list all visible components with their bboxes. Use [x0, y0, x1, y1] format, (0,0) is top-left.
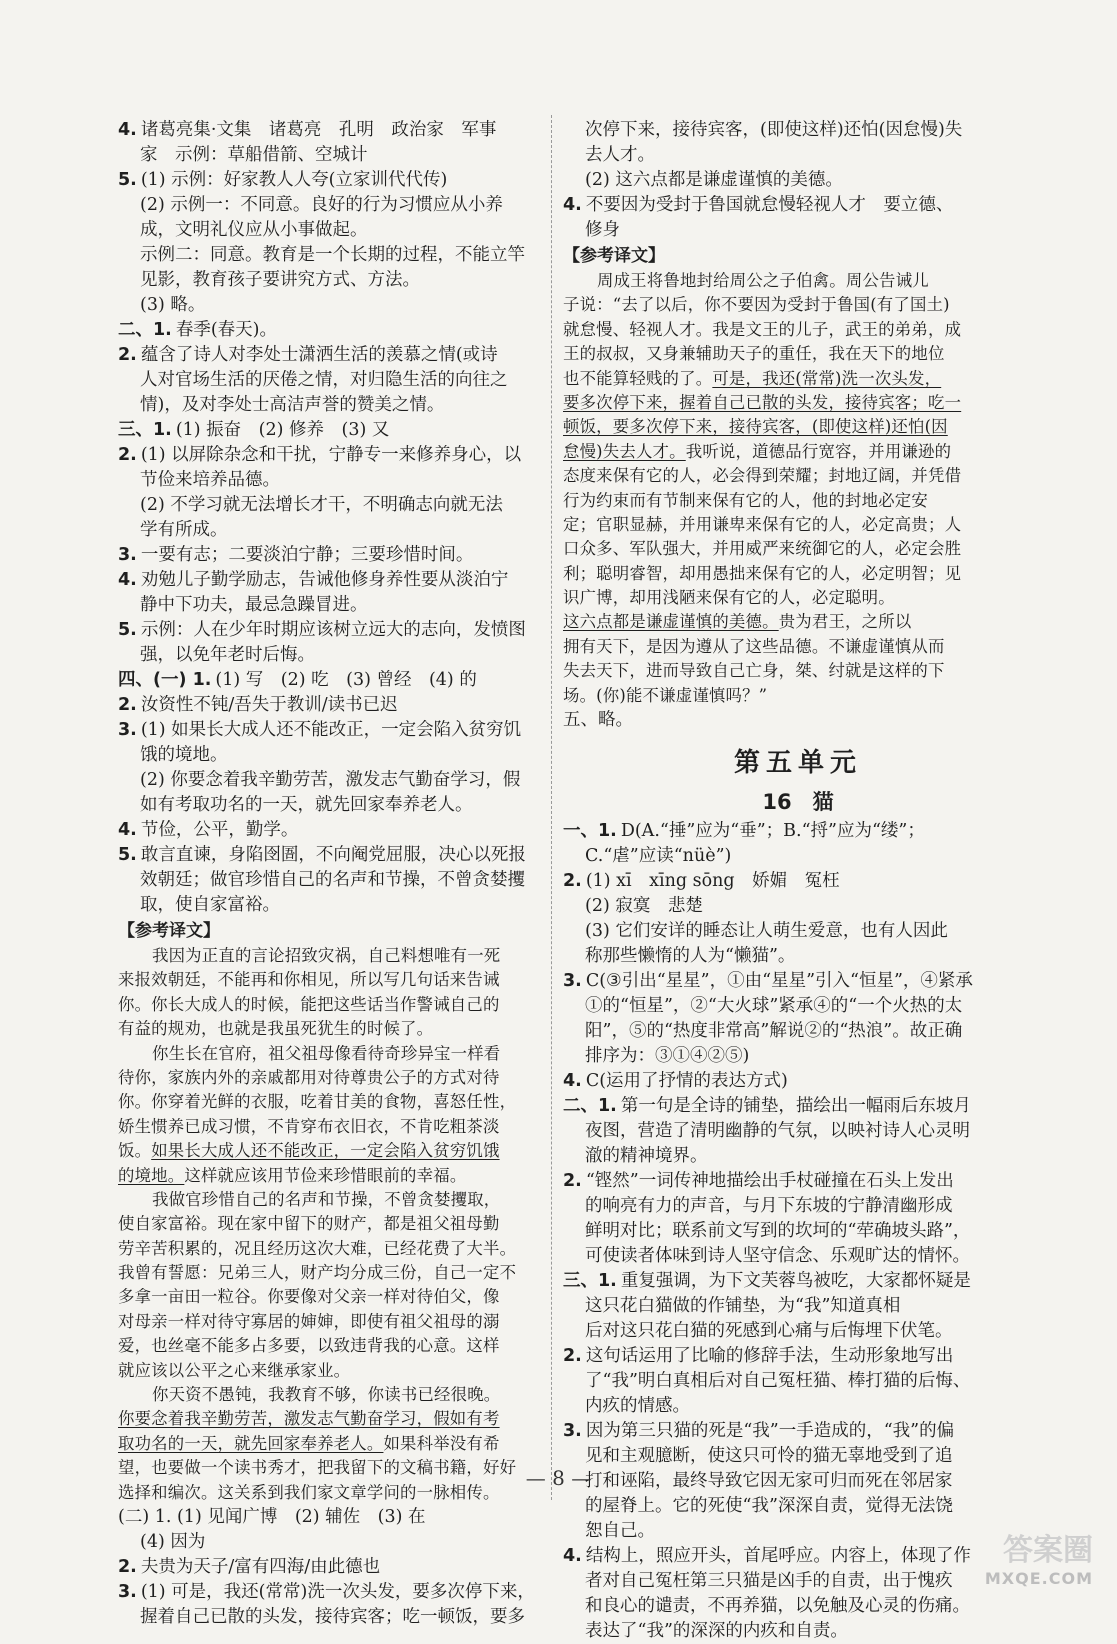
text-line: 2. (1) xī xīng sōng 娇媚 冤枉: [563, 871, 840, 892]
text-line: 王的叔叔，又身兼辅助天子的重任，我在天下的地位: [563, 344, 945, 364]
text-line: 打和诬陷，最终导致它因无家可归而死在邻居家: [585, 1471, 953, 1492]
text-line: 4. 劝勉儿子勤学励志，告诫他修身养性要从淡泊宁: [118, 570, 509, 590]
text-line: (3) 略。: [140, 295, 206, 315]
text-line: 使自家富裕。现在家中留下的财产，都是祖父祖母勤: [118, 1214, 500, 1234]
text-line: 失去天下，进而导致自己亡身，桀、纣就是这样的下: [563, 661, 945, 681]
text-line: 识广博，却用浅陋来保有它的人，必定聪明。: [563, 588, 895, 608]
text-line: 顿饭，要多次停下来，接待宾客，(即使这样)还怕(因: [563, 417, 948, 437]
text-line: C.“虐”应读“nüè”): [585, 846, 732, 867]
right-column: [563, 118, 1033, 1644]
text-line: 3. C(③引出“星星”，①由“星星”引入“恒星”，④紧承: [563, 971, 973, 992]
text-line: 饿的境地。: [140, 745, 228, 765]
text-line: 鲜明对比；联系前文写到的坎坷的“荦确坡头路”，: [585, 1221, 971, 1242]
text-line: 了“我”明白真相后对自己冤枉猫、棒打猫的后悔、: [585, 1371, 971, 1392]
text-line: 3. (1) 可是，我还(常常)洗一次头发，要多次停下来，: [118, 1581, 535, 1602]
text-line: 怠慢)失去人才。我听说，道德品行宽容，并用谦逊的: [563, 441, 952, 461]
text-line: (4) 因为: [140, 1531, 206, 1552]
text-line: (二) 1. (1) 见闻广博 (2) 辅佐 (3) 在: [118, 1506, 426, 1527]
text-line: 周成王将鲁地封给周公之子伯禽。周公告诫儿: [597, 271, 929, 290]
text-line: 口众多、军队强大，并用威严来统御它的人，必定会胜: [563, 539, 962, 559]
text-line: 2. (1) 以屏除杂念和干扰，宁静专一来修养身心，以: [118, 445, 522, 465]
text-line: 去人才。: [585, 145, 655, 165]
text-line: 就怠慢、轻视人才。我是文王的儿子，武王的弟弟，成: [563, 319, 962, 339]
text-line: 3. 一要有志；二要淡泊宁静；三要珍惜时间。: [118, 545, 474, 565]
text-line: 利；聪明睿智，却用愚拙来保有它的人，必定明智；见: [563, 563, 962, 583]
text-line: 拥有天下，是因为遵从了这些品德。不谦虚谨慎从而: [563, 636, 945, 656]
text-line: 阳”，⑤的“热度非常高”解说②的“热浪”。故正确: [585, 1021, 963, 1042]
text-line: (3) 它们安详的睡态让人萌生爱意，也有人因此: [585, 921, 948, 942]
text-line: 3. 因为第三只猫的死是“我”一手造成的，“我”的偏: [563, 1421, 955, 1442]
text-line: 握着自己已散的头发，接待宾客；吃一顿饭，要多: [140, 1606, 525, 1627]
text-line: 二、1. 第一句是全诗的铺垫，描绘出一幅雨后东坡月: [563, 1096, 971, 1117]
text-line: 5. 示例：人在少年时期应该树立远大的志向，发愤图: [118, 620, 526, 640]
right-reference-title: 【参考译文】: [563, 246, 665, 266]
text-line: 称那些懒惰的人为“懒猫”。: [585, 946, 796, 967]
text-line: 示例二：同意。教育是一个长期的过程，不能立竿: [140, 245, 525, 265]
text-line: 一、1. D(A.“捶”应为“垂”；B.“捋”应为“缕”；: [563, 821, 925, 842]
text-line: 可使读者体味到诗人坚守信念、乐观旷达的情怀。: [585, 1246, 970, 1267]
column-divider: [551, 115, 552, 1500]
unit-title: 第五单元: [733, 748, 862, 779]
text-line: 2. “铿然”一词传神地描绘出手杖碰撞在石头上发出: [563, 1171, 954, 1192]
text-line: 的屋脊上。它的死使“我”深深自责，觉得无法饶: [585, 1496, 953, 1517]
left-tail-answers: [118, 1505, 543, 1630]
text-line: 有益的规劝，也就是我虽死犹生的时候了。: [118, 1019, 434, 1039]
text-line: 4. 节俭，公平，勤学。: [118, 820, 299, 840]
text-line: 强，以免年老时后悔。: [140, 645, 315, 665]
text-line: 这只花白猫做的作铺垫，为“我”知道真相: [585, 1296, 901, 1317]
text-line: 4. 不要因为受封于鲁国就怠慢轻视人才 要立德、: [563, 195, 954, 215]
text-line: 来报效朝廷，不能再和你相见，所以写几句话来告诫: [118, 970, 500, 990]
text-line: (2) 示例一：不同意。良好的行为习惯应从小养: [140, 195, 503, 215]
text-line: 者对自己冤枉第三只猫是凶手的自责，出于愧疚: [585, 1571, 953, 1592]
text-line: 多拿一亩田一粒谷。你要像对父亲一样对待伯父，像: [118, 1287, 500, 1307]
text-line: 你。你穿着光鲜的衣服，吃着甘美的食物，喜怒任性，: [118, 1092, 517, 1112]
text-line: 见影，教育孩子要讲究方式、方法。: [140, 270, 420, 290]
text-line: 爱，也丝毫不能多占多要，以致违背我的心意。这样: [118, 1336, 500, 1356]
text-line: 节俭来培养品德。: [140, 470, 280, 490]
text-line: 4. 结构上，照应开头，首尾呼应。内容上，体现了作: [563, 1546, 971, 1567]
text-line: 恕自己。: [585, 1521, 655, 1542]
text-line: 的境地。这样就应该用节俭来珍惜眼前的幸福。: [118, 1165, 467, 1185]
left-answers: [118, 118, 543, 918]
watermark-logo: [985, 1525, 1093, 1588]
text-line: 你要念着我辛勤劳苦，激发志气勤奋学习，假如有考: [118, 1409, 500, 1429]
text-line: 情)，及对李处士高洁声誉的赞美之情。: [140, 395, 445, 415]
text-line: 后对这只花白猫的死感到心痛与后悔埋下伏笔。: [585, 1321, 953, 1342]
text-line: (2) 不学习就无法增长才干，不明确志向就无法: [140, 495, 503, 515]
text-line: 我因为正直的言论招致灾祸，自己料想唯有一死: [152, 946, 501, 965]
text-line: 二、1. 春季(春天)。: [118, 320, 277, 340]
text-line: 待你，家族内外的亲戚都用对待尊贵公子的方式对待: [118, 1067, 500, 1087]
text-line: 这六点都是谦虚谨慎的美德。贵为君王，之所以: [563, 612, 912, 632]
text-line: 内疚的情感。: [585, 1396, 690, 1417]
text-line: 子说：“去了以后，你不要因为受封于鲁国(有了国土): [563, 295, 950, 315]
text-line: 排序为：③①④②⑤): [585, 1046, 750, 1067]
section-five: 五、略。: [563, 710, 633, 731]
text-line: 娇生惯养已成习惯，不肯穿布衣旧衣，不肯吃粗茶淡: [118, 1116, 500, 1136]
text-line: 你生长在官府，祖父祖母像看待奇珍异宝一样看: [152, 1043, 501, 1063]
text-line: 人对官场生活的厌倦之情，对归隐生活的向往之: [140, 370, 508, 390]
text-line: 学有所成。: [140, 520, 228, 540]
text-line: 定；官职显赫，并用谦卑来保有它的人，必定高贵；人: [563, 514, 962, 534]
text-line: 三、1. (1) 振奋 (2) 修养 (3) 又: [118, 420, 390, 440]
text-line: (2) 你要念着我辛勤劳苦，激发志气勤奋学习，假: [140, 770, 521, 790]
right-translation: [563, 269, 1033, 708]
text-line: 四、(一) 1. (1) 写 (2) 吃 (3) 曾经 (4) 的: [118, 670, 477, 690]
left-translation: [118, 944, 543, 1505]
watermark-main: 答案圈: [1003, 1533, 1093, 1568]
text-line: 4. 诸葛亮集·文集 诸葛亮 孔明 政治家 军事: [118, 120, 497, 140]
text-line: 成，文明礼仪应从小事做起。: [140, 220, 368, 240]
lesson-answers: [563, 819, 1033, 1644]
text-line: 效朝廷；做官珍惜自己的名声和节操，不曾贪婪攫: [140, 870, 525, 890]
text-line: 静中下功夫，最忌急躁冒进。: [140, 595, 368, 615]
text-line: 取功名的一天，就先回家奉养老人。如果科举没有希: [118, 1433, 500, 1453]
text-line: 选择和编次。这关系到我们家文章学问的一脉相传。: [118, 1482, 500, 1502]
text-line: 饭。如果长大成人还不能改正，一定会陷入贫穷饥饿: [118, 1141, 500, 1161]
text-line: 5. (1) 示例：好家教人人夸(立家训代代传): [118, 170, 448, 190]
text-line: 家 示例：草船借箭、空城计: [140, 145, 368, 165]
page-number: — 8 —: [525, 1466, 592, 1490]
text-line: 的响亮有力的声音，与月下东坡的宁静清幽形成: [585, 1196, 953, 1217]
text-line: 夜图，营造了清明幽静的气氛，以映衬诗人心灵明: [585, 1121, 970, 1142]
watermark-sub: MXQE.COM: [984, 1569, 1093, 1588]
text-line: 望，也要做一个读书秀才，把我留下的文稿书籍，好好: [118, 1458, 517, 1478]
text-line: 场。(你)能不谦虚谨慎吗？”: [563, 685, 768, 705]
text-line: 三、1. 重复强调，为下文芙蓉鸟被吃，大家都怀疑是: [563, 1271, 971, 1292]
text-line: 劳辛苦积累的，况且经历这次大难，已经花费了大半。: [118, 1238, 517, 1258]
text-line: 2. 蕴含了诗人对李处士潇洒生活的羡慕之情(或诗: [118, 345, 498, 365]
lesson-title: 16 猫: [762, 790, 834, 815]
text-line: 和良心的谴责，不再养猫，以免触及心灵的伤痛。: [585, 1596, 970, 1617]
text-line: 3. (1) 如果长大成人还不能改正，一定会陷入贫穷饥: [118, 720, 522, 740]
text-line: 表达了“我”的深深的内疚和自责。: [585, 1621, 848, 1642]
left-column: [118, 118, 543, 1630]
text-line: 2. 夫贵为天子/富有四海/由此德也: [118, 1556, 381, 1577]
text-line: 次停下来，接待宾客，(即使这样)还怕(因怠慢)失: [585, 120, 963, 140]
text-line: 态度来保有它的人，必会得到荣耀；封地辽阔，并凭借: [563, 466, 962, 486]
left-reference-title: 【参考译文】: [118, 921, 220, 941]
text-line: 我做官珍惜自己的名声和节操，不曾贪婪攫取，: [152, 1189, 501, 1209]
text-line: 对母亲一样对待守寡居的婶婶，即使有祖父祖母的溺: [118, 1311, 500, 1331]
text-line: (2) 这六点都是谦虚谨慎的美德。: [585, 170, 843, 190]
text-line: 也不能算轻贱的了。可是，我还(常常)洗一次头发，: [563, 368, 942, 388]
text-line: 澈的精神境界。: [585, 1146, 708, 1167]
text-line: 修身: [585, 220, 620, 240]
text-line: 如有考取功名的一天，就先回家奉养老人。: [140, 795, 473, 815]
text-line: 你天资不愚钝，我教育不够，你读书已经很晚。: [152, 1385, 501, 1405]
text-line: 我曾有誓愿：兄弟三人，财产均分成三份，自己一定不: [118, 1263, 517, 1283]
text-line: ①的“恒星”，②“大火球”紧承④的“一个火热的太: [585, 996, 963, 1017]
text-line: 你。你长大成人的时候，能把这些话当作警诫自己的: [118, 994, 500, 1014]
text-line: 2. 汝资性不钝/吾失于教训/读书已迟: [118, 695, 398, 715]
text-line: 2. 这句话运用了比喻的修辞手法，生动形象地写出: [563, 1346, 954, 1367]
right-answers: [563, 118, 1033, 243]
text-line: 5. 敢言直谏，身陷囹圄，不向阉党屈服，决心以死报: [118, 845, 526, 865]
text-line: 取，使自家富裕。: [140, 895, 280, 915]
text-line: 行为约束而有节制来保有它的人，他的封地必定安: [563, 490, 928, 510]
text-line: 就应该以公平之心来继承家业。: [118, 1360, 351, 1380]
text-line: 要多次停下来，握着自己已散的头发，接待宾客；吃一: [563, 392, 962, 412]
text-line: (2) 寂寞 悲楚: [585, 896, 703, 917]
text-line: 4. C(运用了抒情的表达方式): [563, 1071, 788, 1092]
text-line: 见和主观臆断，使这只可怜的猫无辜地受到了追: [585, 1446, 953, 1467]
